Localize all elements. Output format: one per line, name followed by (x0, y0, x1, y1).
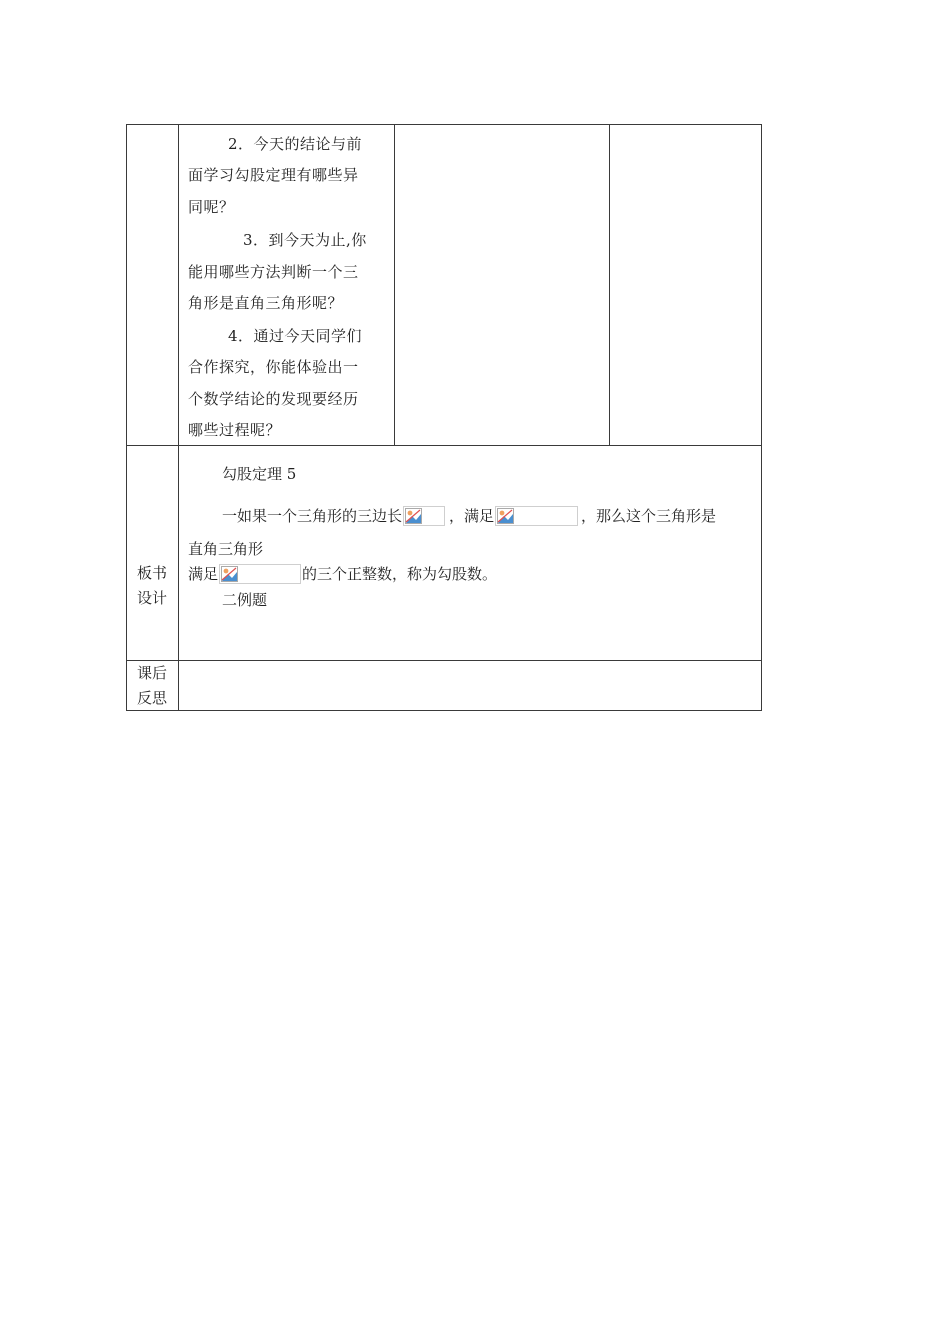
row1-col3-cell (394, 124, 610, 446)
question-3-line-1: 3．到今天为止,你 (243, 231, 367, 249)
question-4-line-3: 个数学结论的发现要经历 (188, 390, 359, 408)
board-design-label-cell (126, 445, 179, 661)
question-2-line-3: 同呢？ (188, 198, 235, 216)
broken-image-icon (403, 506, 445, 526)
board-title (222, 463, 296, 485)
board-design-label-2: 设计 (136, 589, 167, 607)
reflection-content-cell (178, 660, 762, 711)
board-line-3 (188, 563, 497, 585)
board-line-2-text: 直角三角形 (188, 540, 264, 558)
board-line-1 (222, 505, 716, 527)
question-2-line-2: 面学习勾股定理有哪些异 (188, 166, 359, 184)
question-2-line-1: 2．今天的结论与前 (228, 135, 363, 153)
broken-image-icon (219, 564, 301, 584)
board-line-4-text: 二例题 (222, 591, 268, 609)
reflection-label-1: 课后 (136, 664, 167, 682)
question-3-line-3: 角形是直角三角形呢？ (188, 294, 344, 312)
board-title-text: 勾股定理 5 (222, 465, 297, 483)
board-line-3-a: 满足 (188, 565, 219, 583)
reflection-label-2: 反思 (136, 689, 167, 707)
board-line-4 (222, 589, 267, 611)
board-line-1-a: 一如果一个三角形的三边长 (222, 507, 403, 525)
board-line-2 (188, 538, 263, 560)
board-line-3-b: 的三个正整数，称为勾股数。 (302, 565, 498, 583)
row1-col4-cell (609, 124, 762, 446)
row1-label-cell (126, 124, 179, 446)
board-line-1-b: ，满足 (449, 507, 495, 525)
question-4-line-1: 4．通过今天同学们 (228, 327, 363, 345)
board-design-label-1: 板书 (136, 564, 167, 582)
question-4-line-2: 合作探究，你能体验出一 (188, 358, 359, 376)
question-4-line-4: 哪些过程呢？ (188, 421, 282, 439)
broken-image-icon (495, 506, 578, 526)
board-line-1-c: ，那么这个三角形是 (581, 507, 717, 525)
question-3-line-2: 能用哪些方法判断一个三 (188, 263, 359, 281)
